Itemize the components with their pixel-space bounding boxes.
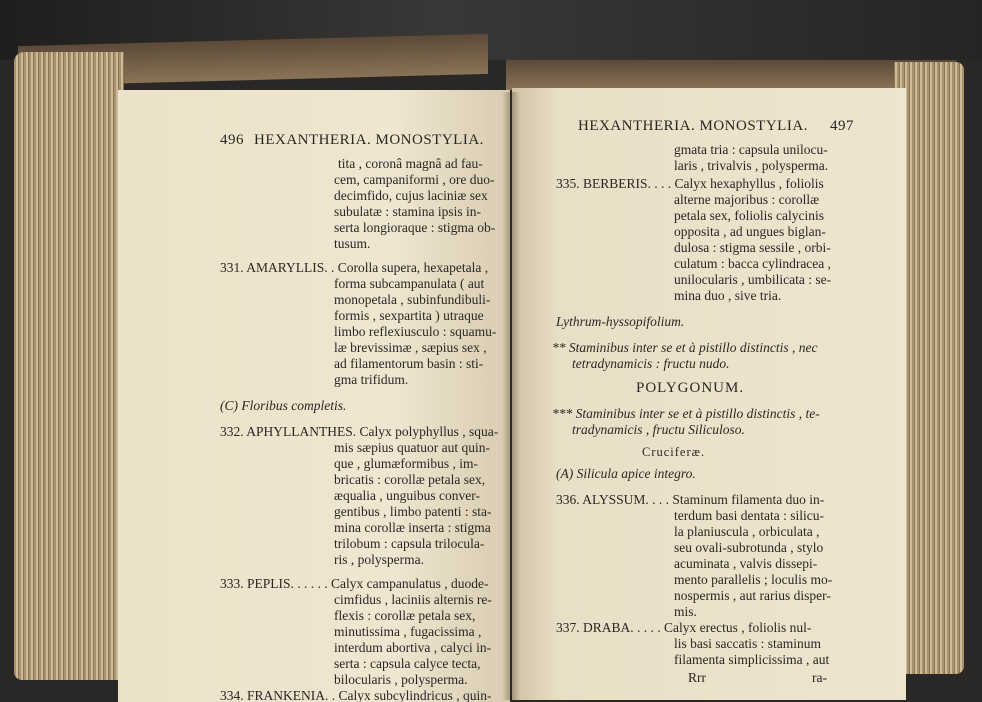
left-running-title: HEXANTHERIA. MONOSTYLIA. <box>254 132 484 148</box>
entry-aphyllanthes: 332. APHYLLANTHES. Calyx polyphyllus , squa- <box>220 424 499 439</box>
section-heading: tradynamicis , fructu Siliculoso. <box>572 422 745 437</box>
text-line: gma trifidum. <box>334 372 409 387</box>
text-line: gmata tria : capsula unilocu- <box>674 142 828 157</box>
genus-heading: POLYGONUM. <box>636 380 745 396</box>
text-line: petala sex, foliolis calycinis <box>674 208 824 223</box>
text-line: culatum : bacca cylindracea , <box>674 256 832 271</box>
family-heading: Cruciferæ. <box>642 445 706 459</box>
text-line: forma subcampanulata ( aut <box>334 276 485 291</box>
text-line: nospermis , aut rarius disper- <box>674 588 831 603</box>
text-line: cimfidus , laciniis alternis re- <box>334 592 492 607</box>
section-heading: tetradynamicis : fructu nudo. <box>572 356 730 371</box>
open-book <box>14 40 964 702</box>
text-line: dulosa : stigma sessile , orbi- <box>674 240 831 255</box>
text-line: formis , sexpartita ) utraque <box>334 308 484 323</box>
entry-frankenia: 334. FRANKENIA. . Calyx subcylindricus , quin- <box>220 688 492 702</box>
text-line: mina corollæ inserta : stigma <box>334 520 491 535</box>
page-edges-left <box>14 52 124 680</box>
text-line: ad filamentorum basin : sti- <box>334 356 484 371</box>
text-line: trilobum : capsula trilocula- <box>334 536 485 551</box>
text-line: monopetala , subinfundibuli- <box>334 292 491 307</box>
text-line: mina duo , sive tria. <box>674 288 782 303</box>
section-heading: (A) Silicula apice integro. <box>556 466 696 481</box>
book-cover-right <box>506 60 956 90</box>
left-page-number: 496 <box>220 132 244 148</box>
section-heading: *** Staminibus inter se et à pistillo distinctis , te- <box>552 406 820 421</box>
entry-peplis: 333. PEPLIS. . . . . . Calyx campanulatus , duode- <box>220 576 489 591</box>
text-line: tusum. <box>334 236 371 251</box>
text-line: unilocularis , umbilicata : se- <box>674 272 832 287</box>
text-line: gentibus , limbo patenti : sta- <box>334 504 492 519</box>
signature-mark: Rrr <box>688 670 706 685</box>
text-line: seu ovali-subrotunda , stylo <box>674 540 824 555</box>
text-line: cem, campaniformi , ore duo- <box>334 172 495 187</box>
text-line: opposita , ad ungues biglan- <box>674 224 826 239</box>
right-page-number: 497 <box>830 118 854 134</box>
text-line: minutissima , fugacissima , <box>334 624 482 639</box>
text-line: la planiuscula , orbiculata , <box>674 524 820 539</box>
text-line: mento parallelis ; loculis mo- <box>674 572 833 587</box>
text-line: alterne majoribus : corollæ <box>674 192 820 207</box>
text-line: lis basi saccatis : staminum <box>674 636 821 651</box>
text-line: interdum abortiva , calyci in- <box>334 640 492 655</box>
text-line: serta longioraque : stigma ob- <box>334 220 496 235</box>
section-heading: (C) Floribus completis. <box>220 398 347 413</box>
text-line: læ brevissimæ , sæpius sex , <box>334 340 487 355</box>
text-line: flexis : corollæ petala sex, <box>334 608 476 623</box>
right-page <box>512 88 906 700</box>
right-running-title: HEXANTHERIA. MONOSTYLIA. <box>578 118 808 134</box>
text-line: que , glumæformibus , im- <box>334 456 478 471</box>
text-line: laris , trivalvis , polysperma. <box>674 158 829 173</box>
text-line: subulatæ : stamina ipsis in- <box>334 204 481 219</box>
text-line: tita , coronâ magnâ ad fau- <box>338 156 483 171</box>
text-line: filamenta simplicissima , aut <box>674 652 830 667</box>
species-note: Lythrum-hyssopifolium. <box>556 314 685 329</box>
text-line: acuminata , valvis dissepi- <box>674 556 818 571</box>
entry-berberis: 335. BERBERIS. . . . Calyx hexaphyllus , foliolis <box>556 176 824 191</box>
text-line: bricatis : corollæ petala sex, <box>334 472 486 487</box>
text-line: ris , polysperma. <box>334 552 424 567</box>
section-heading: ** Staminibus inter se et à pistillo distinctis , nec <box>552 340 818 355</box>
entry-amaryllis: 331. AMARYLLIS. . Corolla supera, hexapetala , <box>220 260 489 275</box>
text-line: decimfido, cujus laciniæ sex <box>334 188 488 203</box>
left-page <box>118 90 510 702</box>
text-line: mis sæpius quatuor aut quin- <box>334 440 490 455</box>
text-line: serta : capsula calyce tecta, <box>334 656 481 671</box>
text-line: mis. <box>674 604 697 619</box>
entry-draba: 337. DRABA. . . . . Calyx erectus , foliolis nul- <box>556 620 812 635</box>
book-gutter <box>502 92 520 700</box>
catchword: ra- <box>812 670 827 685</box>
text-line: terdum basi dentata : silicu- <box>674 508 824 523</box>
text-line: bilocularis , polysperma. <box>334 672 468 687</box>
text-line: æqualia , unguibus conver- <box>334 488 480 503</box>
entry-alyssum: 336. ALYSSUM. . . . Staminum filamenta duo in- <box>556 492 825 507</box>
text-line: limbo reflexiusculo : squamu- <box>334 324 497 339</box>
